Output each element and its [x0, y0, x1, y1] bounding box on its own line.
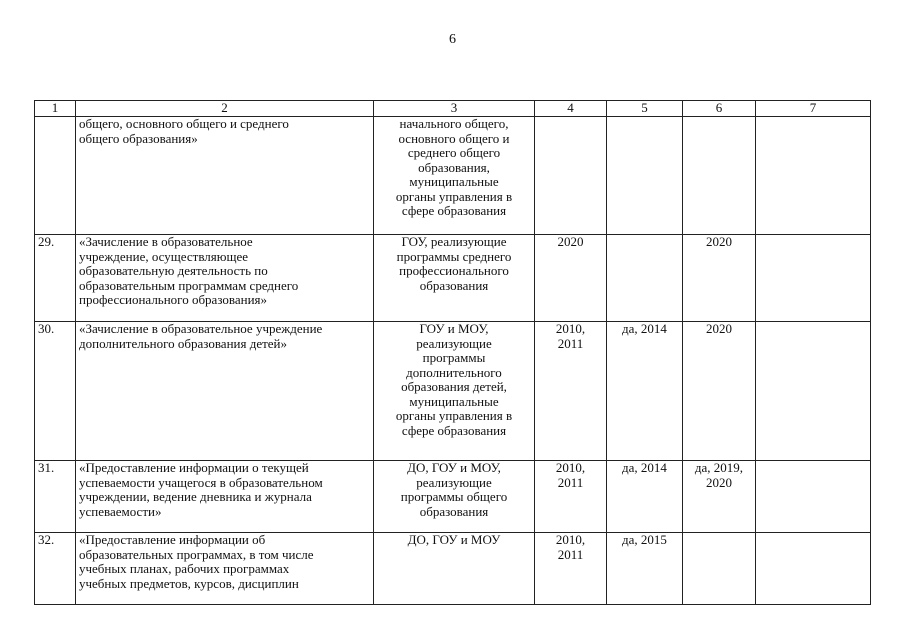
col6-value [683, 117, 756, 235]
provider: ДО, ГОУ и МОУ, реализующие программы общего образования [374, 461, 535, 533]
table-row [35, 533, 871, 605]
col6-value: да, 2019, 2020 [683, 461, 756, 533]
column-header: 7 [756, 101, 871, 117]
row-number: 31. [35, 461, 76, 533]
col5-value: да, 2014 [607, 322, 683, 461]
table-row [35, 117, 871, 235]
service-name: «Предоставление информации об образовательных программах, в том числе учебных планах, рабочих программах учебных предметов, курсов, дисциплин [76, 533, 374, 605]
col4-value: 2010, 2011 [535, 461, 607, 533]
col4-value: 2010, 2011 [535, 533, 607, 605]
col7-value [756, 533, 871, 605]
col4-value: 2010, 2011 [535, 322, 607, 461]
provider: ДО, ГОУ и МОУ [374, 533, 535, 605]
service-name: общего, основного общего и среднего общего образования» [76, 117, 374, 235]
document-table [34, 100, 871, 605]
row-number: 32. [35, 533, 76, 605]
table-row [35, 235, 871, 322]
col6-value [683, 533, 756, 605]
service-name: «Зачисление в образовательное учреждение, осуществляющее образовательную деятельность по образовательным программам среднего профессионального образования» [76, 235, 374, 322]
provider: ГОУ, реализующие программы среднего профессионального образования [374, 235, 535, 322]
column-header: 6 [683, 101, 756, 117]
col5-value: да, 2015 [607, 533, 683, 605]
col5-value [607, 235, 683, 322]
table-row [35, 461, 871, 533]
provider: ГОУ и МОУ, реализующие программы дополнительного образования детей, муниципальные органы управления в сфере образования [374, 322, 535, 461]
table-header-row [35, 101, 871, 117]
row-number [35, 117, 76, 235]
row-number: 30. [35, 322, 76, 461]
column-header: 2 [76, 101, 374, 117]
service-name: «Зачисление в образовательное учреждение дополнительного образования детей» [76, 322, 374, 461]
col4-value [535, 117, 607, 235]
col7-value [756, 461, 871, 533]
column-header: 1 [35, 101, 76, 117]
row-number: 29. [35, 235, 76, 322]
column-header: 5 [607, 101, 683, 117]
col6-value: 2020 [683, 322, 756, 461]
column-header: 3 [374, 101, 535, 117]
col7-value [756, 322, 871, 461]
page-number: 6 [449, 32, 456, 47]
service-name: «Предоставление информации о текущей успеваемости учащегося в образовательном учреждении, ведение дневника и журнала успеваемости» [76, 461, 374, 533]
column-header: 4 [535, 101, 607, 117]
col5-value [607, 117, 683, 235]
provider: начального общего, основного общего и среднего общего образования, муниципальные органы управления в сфере образования [374, 117, 535, 235]
col7-value [756, 117, 871, 235]
col5-value: да, 2014 [607, 461, 683, 533]
col4-value: 2020 [535, 235, 607, 322]
col7-value [756, 235, 871, 322]
table-row [35, 322, 871, 461]
col6-value: 2020 [683, 235, 756, 322]
